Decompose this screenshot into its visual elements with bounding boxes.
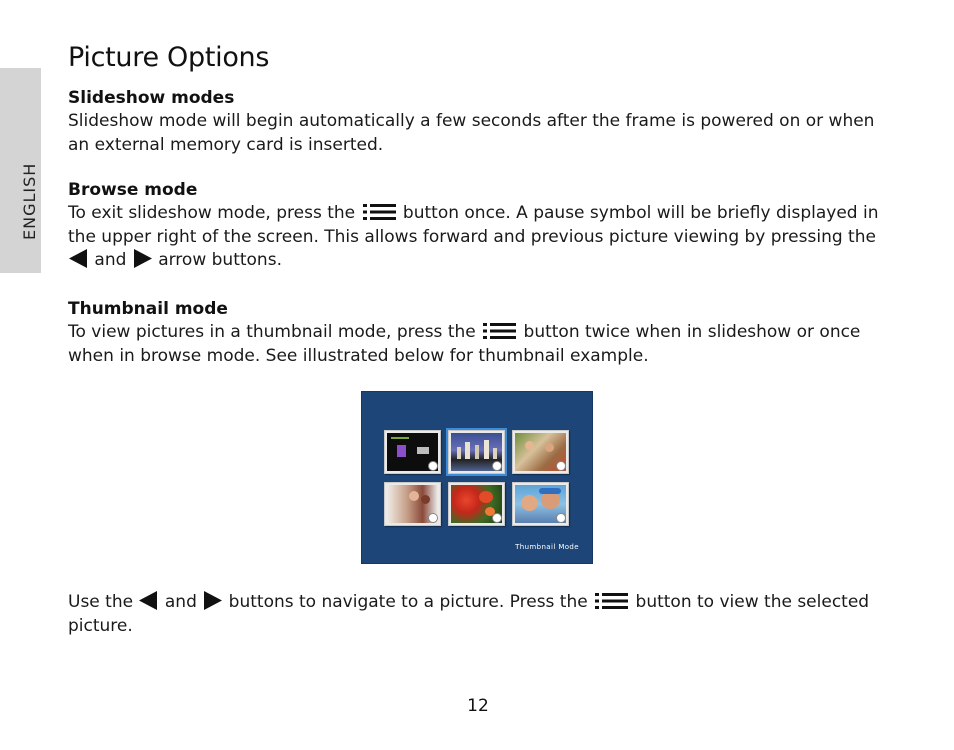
- text-segment: button to view the selected picture.: [68, 592, 870, 636]
- section-body: Slideshow mode will begin automatically a few seconds after the frame is powered on or when an external memory card is inserted.: [68, 111, 875, 155]
- thumbnail-market-people: [512, 430, 569, 474]
- section-thumbnail-mode: [68, 298, 898, 368]
- section-browse-mode: [68, 179, 898, 273]
- menu-button-icon: [483, 323, 516, 339]
- text-segment: To view pictures in a thumbnail mode, press the: [68, 322, 476, 342]
- text-segment: arrow buttons.: [158, 250, 282, 270]
- left-arrow-icon: [139, 591, 158, 610]
- section-body: [68, 321, 898, 368]
- right-arrow-icon: [133, 249, 152, 268]
- text-segment: To exit slideshow mode, press the: [68, 203, 356, 223]
- section-body: [68, 202, 898, 273]
- page-title: Picture Options: [68, 42, 270, 73]
- section-body: [68, 591, 898, 638]
- text-segment: button once. A pause symbol will be briefly displayed in the upper right of the screen. This allows forward and previous picture viewing by pressing the: [68, 203, 879, 247]
- thumbnail-mode-screenshot: [361, 391, 593, 564]
- thumbnail-mode-caption: Thumbnail Mode: [515, 543, 579, 551]
- section-heading: Slideshow modes: [68, 88, 235, 108]
- section-heading: Browse mode: [68, 180, 198, 200]
- menu-button-icon: [363, 204, 396, 220]
- language-tab-label: ENGLISH: [20, 162, 39, 240]
- thumbnail-city-skyline: [448, 430, 505, 474]
- section-slideshow-modes: [68, 87, 898, 157]
- left-arrow-icon: [69, 249, 88, 268]
- menu-button-icon: [595, 593, 628, 609]
- section-heading: Thumbnail mode: [68, 299, 228, 319]
- text-segment: buttons to navigate to a picture. Press the: [228, 592, 588, 612]
- text-segment: and: [164, 592, 197, 612]
- text-segment: and: [94, 250, 127, 270]
- text-segment: Use the: [68, 592, 134, 612]
- right-arrow-icon: [203, 591, 222, 610]
- text-segment: button twice when in slideshow or once when in browse mode. See illustrated below for thumbnail example.: [68, 322, 861, 366]
- thumbnail-family-portrait: [384, 482, 441, 526]
- navigation-note: [68, 591, 898, 638]
- thumbnail-red-flowers: [448, 482, 505, 526]
- language-tab: [0, 68, 41, 273]
- page-number: 12: [467, 696, 489, 716]
- thumbnail-hp-splash: [384, 430, 441, 474]
- thumbnail-children-smiling: [512, 482, 569, 526]
